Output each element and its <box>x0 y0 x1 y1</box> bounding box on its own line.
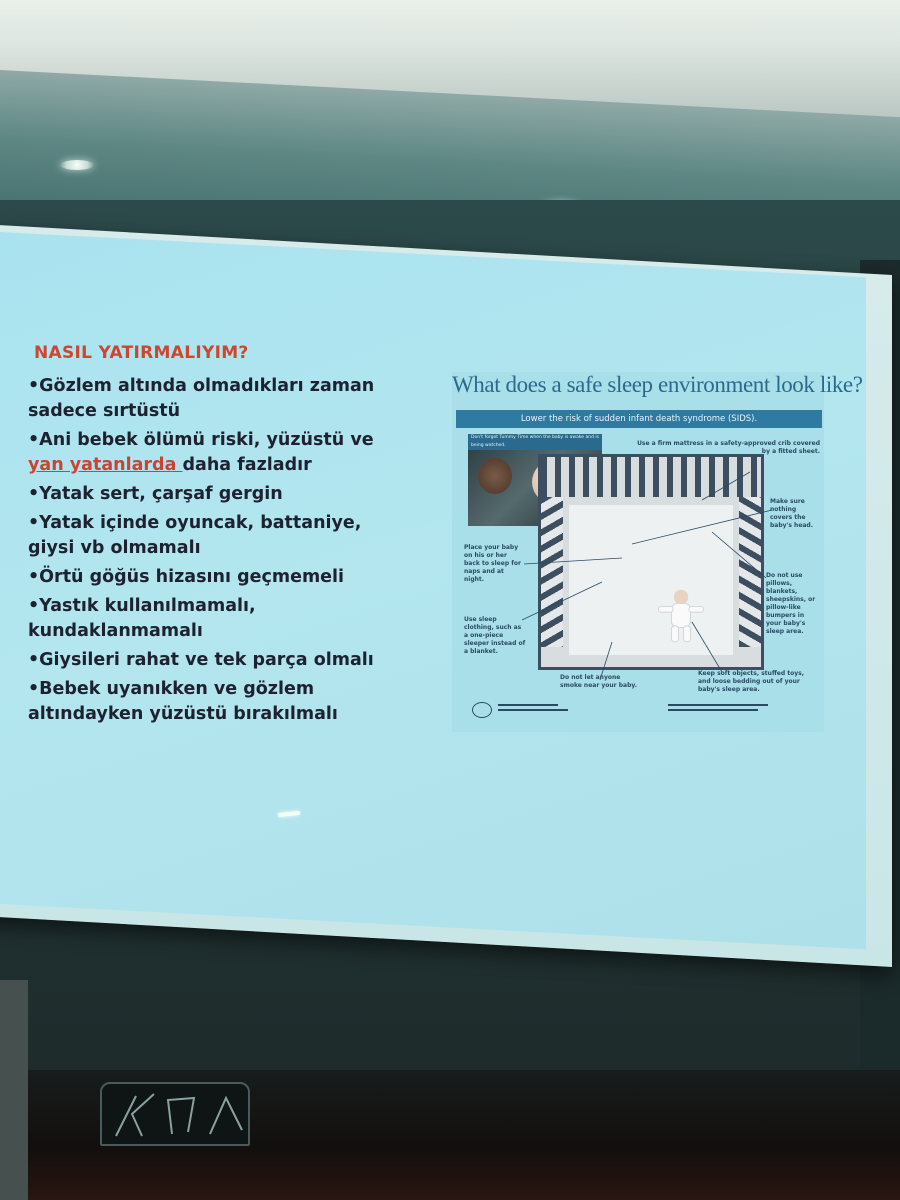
bullet-item: •Gözlem altında olmadıkları zaman sadece sırtüstü <box>28 376 375 421</box>
footer-line <box>668 704 768 706</box>
callout-clothing: Use sleep clothing, such as a one-piece sleeper instead of a blanket. <box>464 616 526 655</box>
bullet-item: •Ani bebek ölümü riski, yüzüstü ve yan yatanlarda daha fazladır <box>28 430 374 475</box>
photo-caption: Don't forget Tummy Time when the baby is awake and is being watched. <box>468 434 602 450</box>
slide-title: NASIL YATIRMALIYIM? <box>34 343 249 363</box>
footer-line <box>498 709 568 711</box>
bullet-item: •Giysileri rahat ve tek parça olmalı <box>28 650 374 670</box>
poster-subtitle: Lower the risk of sudden infant death syndrome (SIDS). <box>456 410 822 428</box>
callout-mattress: Use a firm mattress in a safety-approved crib covered by a fitted sheet. <box>637 440 820 455</box>
callout-pillows: Do not use pillows, blankets, sheepskins, or pillow-like bumpers in your baby's sleep area. <box>766 572 816 635</box>
callout-smoke: Do not let anyone smoke near your baby. <box>560 674 638 689</box>
bullet-item: •Yatak içinde oyuncak, battaniye, giysi vb olmamalı <box>28 513 362 558</box>
callout-head: Make sure nothing covers the baby's head. <box>770 498 814 529</box>
hhs-logo-icon <box>472 702 492 718</box>
callout-back: Place your baby on his or her back to sleep for naps and at night. <box>464 544 521 583</box>
footer-line <box>498 704 558 706</box>
bullet-item: •Yastık kullanılmamalı, kundaklanmamalı <box>28 596 256 641</box>
bullet-item: •Yatak sert, çarşaf gergin <box>28 484 283 504</box>
footer-line <box>668 709 758 711</box>
bullet-item: •Bebek uyanıkken ve gözlem altındayken yüzüstü bırakılmalı <box>28 679 338 724</box>
emphasized-text: yan yatanlarda <box>28 455 183 475</box>
callout-soft-objects: Keep soft objects, stuffed toys, and loose bedding out of your baby's sleep area. <box>698 670 805 693</box>
bullet-item: •Örtü göğüs hizasını geçmemeli <box>28 567 345 587</box>
poster-footer <box>472 698 812 720</box>
bullet-list <box>28 374 408 731</box>
poster-title: What does a safe sleep environment look like? <box>452 372 863 397</box>
safe-sleep-poster <box>452 372 863 732</box>
